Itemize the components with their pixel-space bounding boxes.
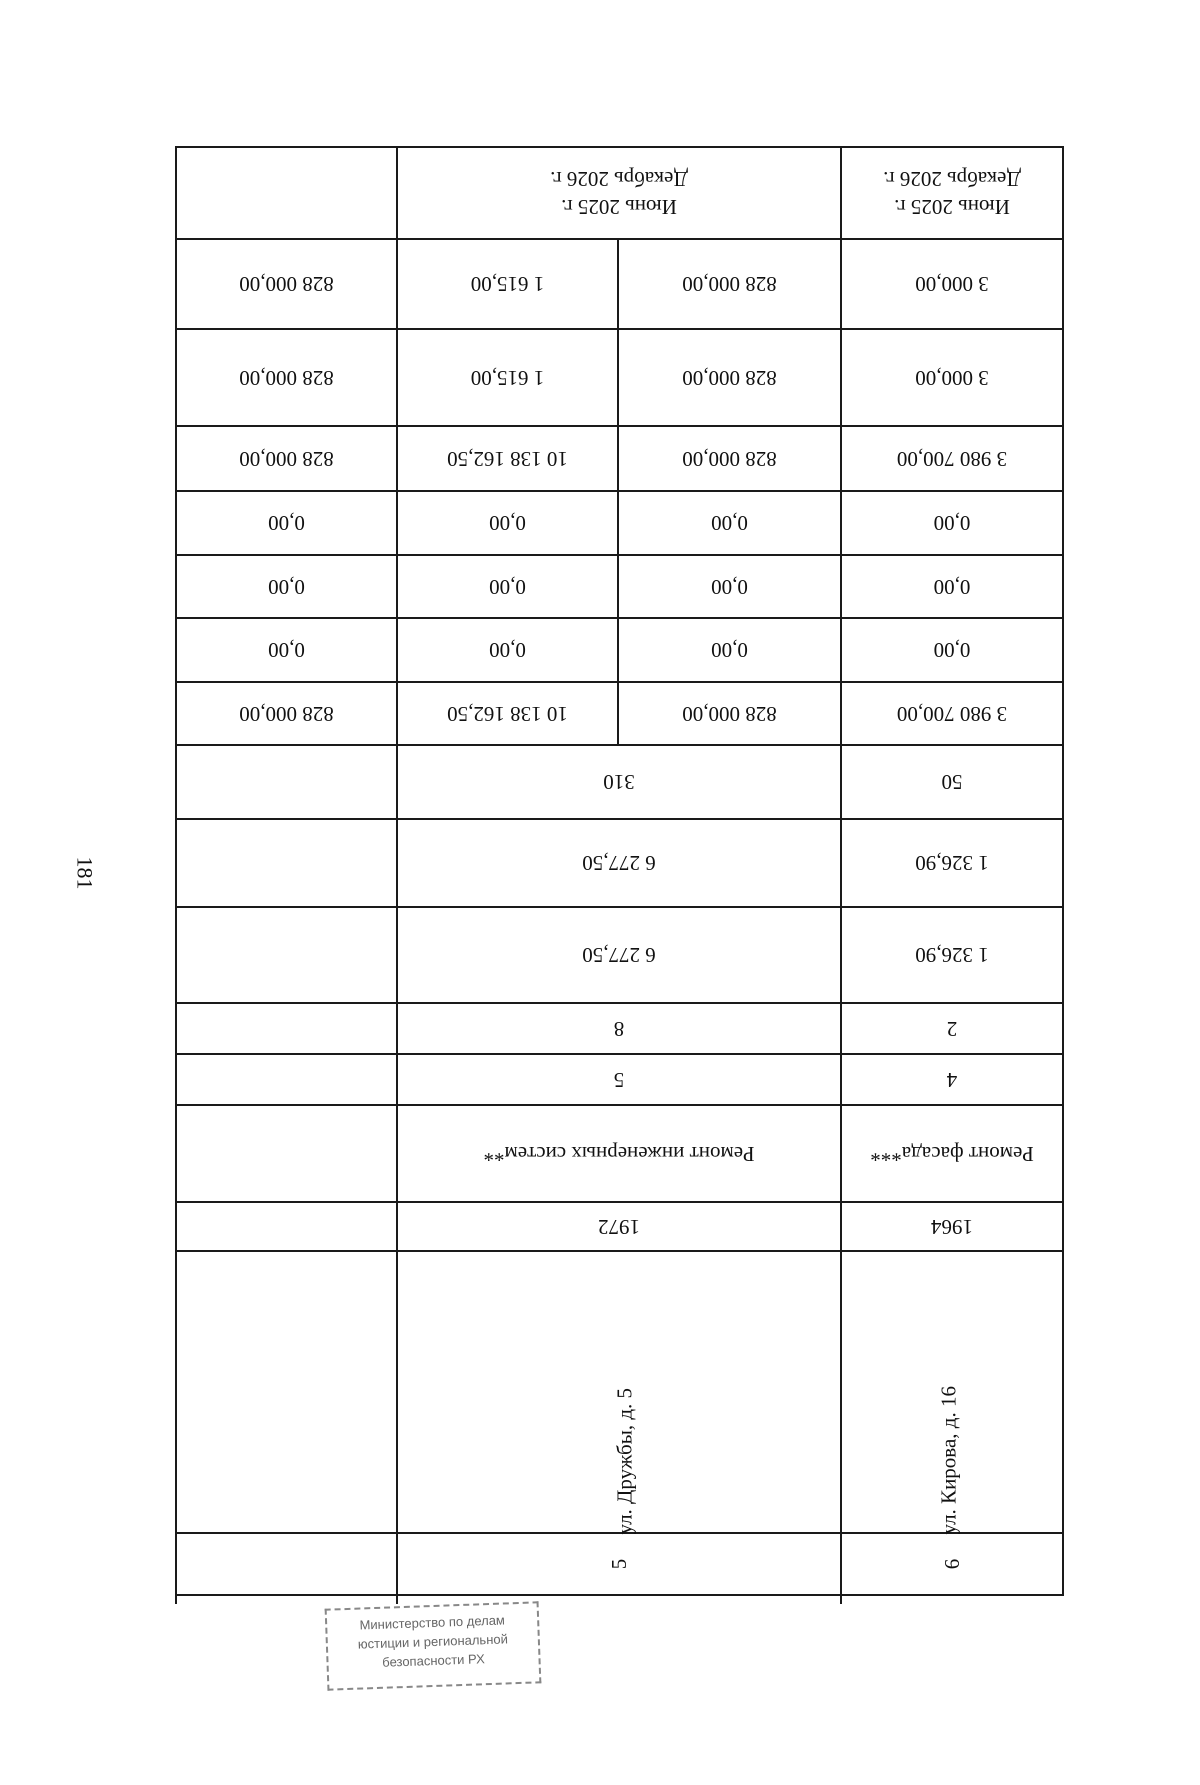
year-b: 1972 bbox=[598, 1215, 640, 1239]
stamp-line: юстиции и региональной bbox=[357, 1631, 509, 1652]
floors-b: 8 bbox=[613, 1017, 625, 1041]
money-cell: 0,00 bbox=[268, 511, 305, 536]
money-cell: 828 000,00 bbox=[239, 702, 334, 726]
money-cell: 0,00 bbox=[268, 575, 305, 599]
money-cell: 828 000,00 bbox=[682, 366, 777, 390]
floors-c: 2 bbox=[946, 1017, 958, 1041]
area-total-b: 6 277,50 bbox=[582, 851, 656, 876]
page-number: 181 bbox=[72, 856, 98, 890]
money-cell: 1 615,00 bbox=[470, 272, 545, 297]
work-type-b: Ремонт инженерных систем** bbox=[483, 1142, 755, 1166]
money-cell: 828 000,00 bbox=[682, 447, 777, 471]
money-cell: 828 000,00 bbox=[239, 366, 334, 390]
row-number-c: 6 bbox=[939, 1558, 964, 1570]
money-cell: 0,00 bbox=[711, 575, 748, 599]
money-cell: 828 000,00 bbox=[682, 702, 777, 726]
money-cell: 3 980 700,00 bbox=[896, 447, 1008, 471]
header-dates-b bbox=[398, 148, 840, 238]
area-b: 6 277,50 bbox=[582, 943, 656, 968]
stamp bbox=[325, 1601, 542, 1690]
money-cell: 828 000,00 bbox=[682, 272, 777, 297]
money-cell: 0,00 bbox=[489, 638, 526, 663]
money-cell: 0,00 bbox=[711, 511, 748, 536]
money-cell: 3 000,00 bbox=[915, 366, 989, 390]
money-cell: 3 000,00 bbox=[915, 272, 989, 297]
row-number-b: 5 bbox=[606, 1558, 631, 1570]
money-cell: 0,00 bbox=[933, 638, 971, 663]
money-cell: 0,00 bbox=[489, 575, 526, 599]
date-start-b: Июнь 2025 г. bbox=[561, 195, 677, 219]
date-end-b: Декабрь 2026 г. bbox=[550, 167, 688, 191]
money-cell: 1 615,00 bbox=[470, 366, 545, 390]
address-b: ул. Дружбы, д. 5 bbox=[612, 1387, 637, 1535]
money-cell: 828 000,00 bbox=[239, 447, 334, 471]
money-cell: 0,00 bbox=[933, 511, 971, 536]
year-c: 1964 bbox=[931, 1215, 973, 1239]
money-cell: 0,00 bbox=[711, 638, 748, 663]
area-c: 1 326,90 bbox=[915, 943, 989, 968]
date-start-c: Июнь 2025 г. bbox=[894, 195, 1010, 219]
money-cell: 0,00 bbox=[268, 638, 305, 663]
stamp-line: безопасности РХ bbox=[381, 1651, 486, 1670]
money-cell: 828 000,00 bbox=[239, 272, 334, 297]
entrances-b: 5 bbox=[613, 1068, 625, 1092]
stamp-line: Министерство по делам bbox=[359, 1612, 506, 1633]
area-total-c: 1 326,90 bbox=[915, 851, 989, 876]
residents-b: 310 bbox=[603, 770, 635, 795]
money-cell: 0,00 bbox=[489, 511, 526, 536]
residents-c: 50 bbox=[941, 770, 963, 795]
money-cell: 0,00 bbox=[933, 575, 971, 599]
money-cell: 10 138 162,50 bbox=[447, 702, 568, 726]
money-cell: 10 138 162,50 bbox=[447, 447, 568, 471]
money-cell: 3 980 700,00 bbox=[896, 702, 1008, 726]
address-c: ул. Кирова, д. 16 bbox=[936, 1386, 961, 1535]
entrances-c: 4 bbox=[946, 1068, 958, 1092]
work-type-c: Ремонт фасада*** bbox=[870, 1142, 1034, 1166]
header-dates-c bbox=[842, 148, 1062, 238]
date-end-c: Декабрь 2026 г. bbox=[883, 167, 1021, 191]
